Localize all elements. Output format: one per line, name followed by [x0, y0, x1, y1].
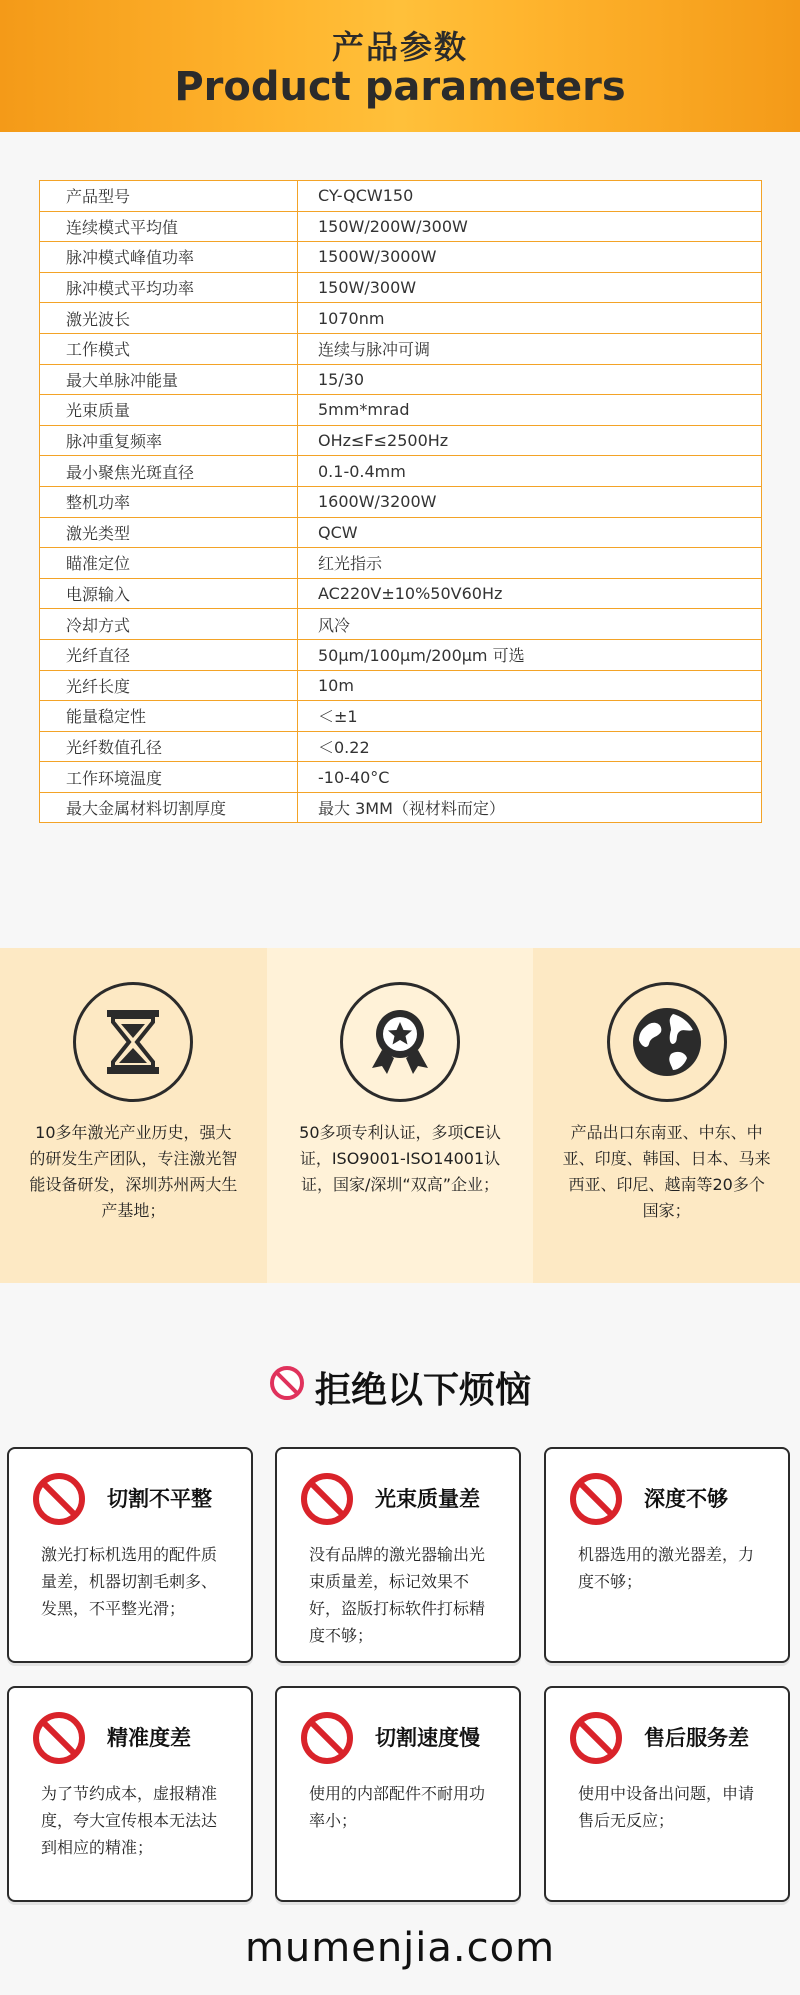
param-value: AC220V±10%50V60Hz [298, 578, 762, 609]
problem-card [275, 1686, 521, 1902]
prohibit-icon [31, 1471, 87, 1531]
prohibit-icon [299, 1471, 355, 1531]
param-value: 1600W/3200W [298, 486, 762, 517]
feature-history [0, 948, 267, 1283]
problem-description: 为了节约成本，虚报精准度，夸大宣传根本无法达到相应的精准； [41, 1784, 218, 1857]
param-name: 光纤数值孔径 [40, 731, 298, 762]
table-row [40, 670, 762, 701]
table-row [40, 364, 762, 395]
problem-title: 精准度差 [107, 1726, 191, 1750]
site-url: mumenjia.com [244, 1925, 556, 1971]
table-row [40, 333, 762, 364]
table-row [40, 425, 762, 456]
param-value: -10-40°C [298, 762, 762, 793]
param-name: 冷却方式 [40, 609, 298, 640]
param-name: 最小聚焦光斑直径 [40, 456, 298, 487]
param-name: 激光类型 [40, 517, 298, 548]
table-row [40, 578, 762, 609]
globe-icon [607, 982, 727, 1102]
table-row [40, 731, 762, 762]
param-value: 5mm*mrad [298, 395, 762, 426]
table-row [40, 272, 762, 303]
param-name: 脉冲模式峰值功率 [40, 242, 298, 273]
problem-description: 使用的内部配件不耐用功率小； [309, 1784, 486, 1830]
problem-card [544, 1447, 790, 1663]
feature-text: 产品出口东南亚、中东、中亚、印度、韩国、日本、马来西亚、印尼、越南等20多个国家； [562, 1123, 771, 1220]
problem-card [544, 1686, 790, 1902]
features-section [0, 948, 800, 1283]
param-value: 150W/200W/300W [298, 211, 762, 242]
table-row [40, 548, 762, 579]
table-row [40, 181, 762, 212]
problem-card [275, 1447, 521, 1663]
param-value: 连续与脉冲可调 [298, 333, 762, 364]
problem-description: 使用中设备出问题，申请售后无反应； [578, 1784, 755, 1830]
param-name: 最大单脉冲能量 [40, 364, 298, 395]
refuse-title-text: 拒绝以下烦恼 [314, 1370, 531, 1411]
param-name: 光纤直径 [40, 639, 298, 670]
table-row [40, 609, 762, 640]
feature-text: 50多项专利认证，多项CE认证，ISO9001-ISO14001认证，国家/深圳“双高”企业； [299, 1123, 501, 1194]
table-row [40, 211, 762, 242]
problem-title: 深度不够 [644, 1487, 728, 1511]
table-row [40, 456, 762, 487]
param-value: 风冷 [298, 609, 762, 640]
param-name: 脉冲重复频率 [40, 425, 298, 456]
prohibit-icon [568, 1471, 624, 1531]
param-name: 工作模式 [40, 333, 298, 364]
table-row [40, 701, 762, 732]
param-name: 脉冲模式平均功率 [40, 272, 298, 303]
prohibit-icon [299, 1710, 355, 1770]
param-value: ＜0.22 [298, 731, 762, 762]
param-name: 工作环境温度 [40, 762, 298, 793]
param-name: 瞄准定位 [40, 548, 298, 579]
param-value: 1070nm [298, 303, 762, 334]
param-value: 50μm/100μm/200μm 可选 [298, 639, 762, 670]
refuse-section-title [0, 1362, 800, 1413]
param-name: 整机功率 [40, 486, 298, 517]
param-name: 电源输入 [40, 578, 298, 609]
param-value: OHz≤F≤2500Hz [298, 425, 762, 456]
feature-export [533, 948, 800, 1283]
table-row [40, 792, 762, 823]
param-value: 0.1-0.4mm [298, 456, 762, 487]
problem-description: 没有品牌的激光器输出光束质量差，标记效果不好，盗版打标软件打标精度不够； [309, 1545, 486, 1645]
param-name: 光纤长度 [40, 670, 298, 701]
problem-title: 光束质量差 [375, 1487, 480, 1511]
table-row [40, 486, 762, 517]
feature-text: 10多年激光产业历史，强大的研发生产团队，专注激光智能设备研发，深圳苏州两大生产基地； [29, 1123, 238, 1220]
table-row [40, 395, 762, 426]
prohibit-icon [31, 1710, 87, 1770]
table-row [40, 303, 762, 334]
hourglass-icon [73, 982, 193, 1102]
param-name: 连续模式平均值 [40, 211, 298, 242]
param-name: 能量稳定性 [40, 701, 298, 732]
table-row [40, 242, 762, 273]
problem-title: 切割速度慢 [375, 1726, 480, 1750]
table-row [40, 762, 762, 793]
param-name: 激光波长 [40, 303, 298, 334]
param-value: CY-QCW150 [298, 181, 762, 212]
table-row [40, 517, 762, 548]
problem-description: 激光打标机选用的配件质量差，机器切割毛刺多、发黑，不平整光滑； [41, 1545, 218, 1618]
param-value: 红光指示 [298, 548, 762, 579]
page-title-cn: 产品参数 [331, 28, 468, 66]
param-value: 最大 3MM（视材料而定） [298, 792, 762, 823]
parameters-table [39, 180, 762, 823]
param-value: QCW [298, 517, 762, 548]
problem-card [7, 1447, 253, 1663]
param-name: 光束质量 [40, 395, 298, 426]
header-banner [0, 0, 800, 132]
problem-title: 售后服务差 [644, 1726, 749, 1750]
problem-card [7, 1686, 253, 1902]
award-badge-icon [340, 982, 460, 1102]
param-value: 1500W/3000W [298, 242, 762, 273]
problem-description: 机器选用的激光器差，力度不够； [578, 1545, 755, 1591]
problem-title: 切割不平整 [107, 1487, 212, 1511]
param-value: 15/30 [298, 364, 762, 395]
param-value: ＜±1 [298, 701, 762, 732]
param-value: 150W/300W [298, 272, 762, 303]
param-name: 最大金属材料切割厚度 [40, 792, 298, 823]
feature-certification [267, 948, 534, 1283]
prohibit-icon [269, 1365, 305, 1410]
table-row [40, 639, 762, 670]
param-value: 10m [298, 670, 762, 701]
page-title-en: Product parameters [174, 64, 626, 110]
param-name: 产品型号 [40, 181, 298, 212]
prohibit-icon [568, 1710, 624, 1770]
